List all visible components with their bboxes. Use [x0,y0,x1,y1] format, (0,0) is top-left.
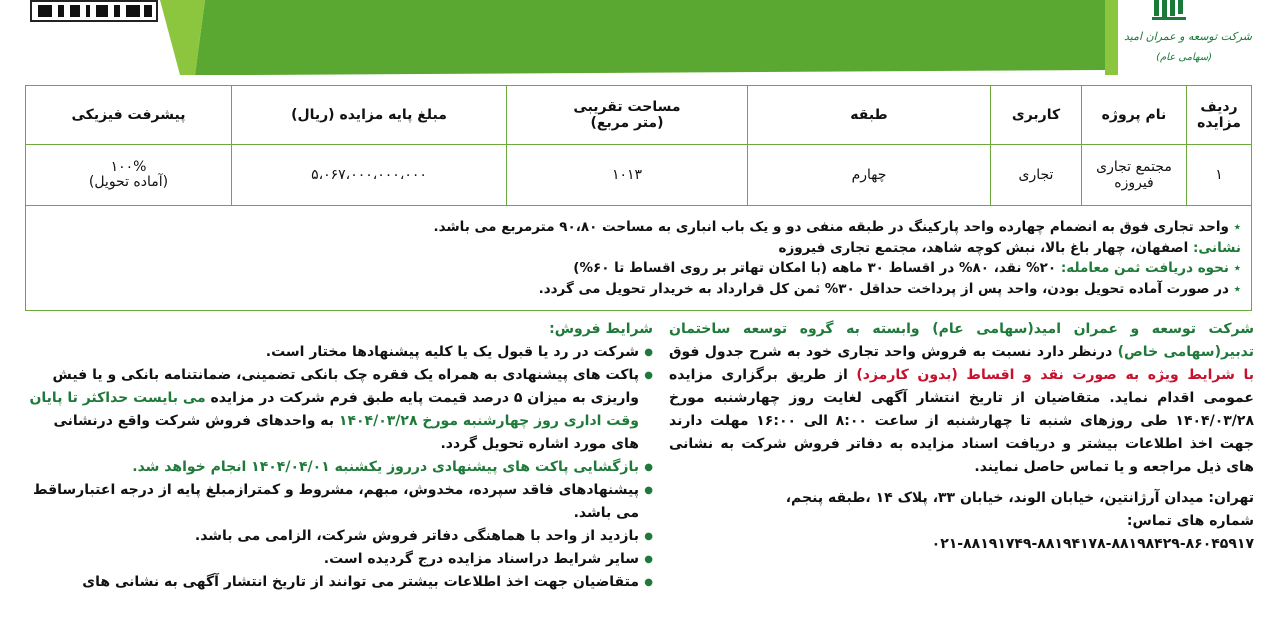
header-floor: طبقه [748,86,991,145]
auction-table [25,85,1252,311]
phones-label: شماره های تماس: [1126,513,1254,529]
header-area [507,86,748,145]
conditions-title: شرایط فروش: [549,321,653,337]
table-header-row [26,86,1252,145]
cell-floor: چهارم [748,145,991,206]
cell-project-line1: مجتمع تجاری [1096,159,1172,175]
green-band-shape [0,0,1280,75]
header-area-title: مساحت تقریبی [573,99,681,115]
condition-item: ● سایر شرایط دراسناد مزایده درج گردیده است. [28,548,653,571]
header-band [0,0,1280,75]
table-notes [26,206,1252,311]
intro-column [669,318,1254,556]
intro-paragraph [669,318,1254,479]
condition-item: ● بازدید از واحد با هماهنگی دفاتر فروش شرکت، الزامی می باشد. [28,525,653,548]
note-parking: ٭ واحد تجاری فوق به انضمام چهارده واحد پارکینگ در طبقه منفی دو و یک باب انباری به مساحت ۹۰،۸۰ مترمربع می باشد. [433,219,1241,235]
header-area-unit: (متر مربع) [590,115,664,131]
cell-index: ۱ [1187,145,1252,206]
note-payment: ٭ نحوه دریافت ثمن معامله: ۲۰% نقد، ۸۰% در اقساط ۳۰ ماهه (با امکان تهاتر بر روی اقساط تا ۶۰%) [573,260,1241,276]
cell-area: ۱۰۱۳ [507,145,748,206]
office-address: تهران: میدان آرژانتین، خیابان الوند، خیابان ۳۳، پلاک ۱۴ ،طبقه پنجم، [785,490,1254,506]
condition-item: ● پیشنهادهای فاقد سپرده، مخدوش، مبهم، مشروط و کمترازمبلغ پایه از درجه اعتبارساقط می باشد. [28,479,653,525]
intro-text2: از طریق برگزاری مزایده عمومی اقدام نماید. متقاضیان از تاریخ انتشار آگهی لغایت روز چهارشنبه مورخ ۱۴۰۴/۰۳/۲۸ طی روزهای شنبه تا چهارشنبه از ساعت ۸:۰۰ الی ۱۶:۰۰ مهلت دارند جهت اخذ اطلاعات بیشتر و دریافت اسناد مزایده به دفاتر فروش شرکت به نشانی های ذیل مراجعه و یا تماس حاصل نمایند. [669,367,1255,475]
intro-text1: درنظر دارد نسبت به فروش واحد تجاری خود به شرح جدول فوق [669,344,1113,360]
intro-lead: شرکت توسعه و عمران امید(سهامی عام) وابسته به گروه توسعه ساختمان تدبیر(سهامی خاص) [669,321,1254,360]
logo-company-type: (سهامی عام) [1156,52,1212,63]
intro-special-terms: با شرایط ویژه به صورت نقد و اقساط (بدون کارمزد) [856,367,1255,383]
table-row [26,145,1252,206]
condition-item: ● پاکت های پیشنهادی به همراه یک فقره چک بانکی تضمینی، ضمانتنامه بانکی و یا فیش واریزی به میزان ۵ درصد قیمت پایه طبق فرم شرکت در مزایده می بایست حداکثر تا پایان وقت اداری روز چهارشنبه مورخ ۱۴۰۴/۰۳/۲۸ به واحدهای فروش شرکت واقع درنشانی های مورد اشاره تحویل گردد. [28,364,653,456]
cell-usage: تجاری [991,145,1082,206]
cell-base-price: ۵،۰۶۷،۰۰۰،۰۰۰،۰۰۰ [232,145,507,206]
note-delivery: ٭ در صورت آماده تحویل بودن، واحد پس از پرداخت حداقل ۳۰% ثمن کل قرارداد به خریدار تحویل می گردد. [538,280,1241,297]
cell-project [1082,145,1187,206]
note-address: نشانی: اصفهان، چهار باغ بالا، نبش کوچه شاهد، مجتمع تجاری فیروزه [778,239,1241,256]
header-usage: کاربری [991,86,1082,145]
cell-progress-value: ۱۰۰% [110,159,147,175]
phones: ۰۲۱-۸۸۱۹۱۷۴۹-۸۸۱۹۴۱۷۸-۸۸۱۹۸۴۲۹-۸۶۰۴۵۹۱۷ [931,536,1254,552]
logo-company-name: شرکت توسعه و عمران امید [1124,30,1252,43]
conditions-column [28,318,653,594]
condition-item: ● بازگشایی پاکت های پیشنهادی درروز یکشنبه ۱۴۰۴/۰۴/۰۱ انجام خواهد شد. [28,456,653,479]
condition-item: ● شرکت در رد یا قبول یک یا کلیه پیشنهادها مختار است. [28,341,653,364]
company-logo [1120,0,1260,72]
header-base-price: مبلغ پایه مزایده (ریال) [232,86,507,145]
header-index: ردیف مزایده [1187,86,1252,145]
qr-code [30,0,158,22]
cell-progress [26,145,232,206]
cell-project-line2: فیروزه [1114,175,1154,191]
logo-mark-icon [1152,0,1186,20]
condition-item: ● متقاضیان جهت اخذ اطلاعات بیشتر می توانند از تاریخ انتشار آگهی به نشانی های [28,571,653,594]
header-progress: پیشرفت فیزیکی [26,86,232,145]
header-project: نام پروژه [1082,86,1187,145]
table-notes-row [26,206,1252,311]
cell-progress-note: (آماده تحویل) [88,174,169,190]
